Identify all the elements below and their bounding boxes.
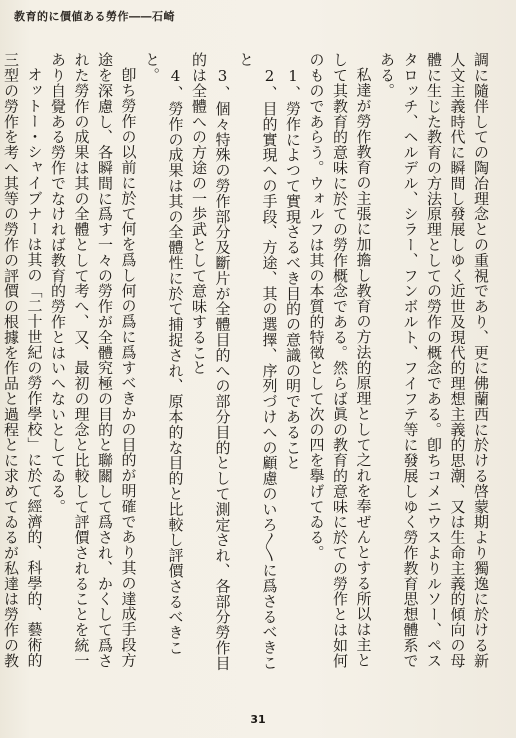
body-text	[2, 52, 492, 682]
paragraph: 私達が勞作教育の主張に加擔し教育の方法的原理として之れを奉ぜんとする所以は主として其教育的意味に於ての勞作概念である。然らば眞の教育的意味に於ての勞作とは如何のものであらう。ウォルフは其の本質的特徵として次の四を擧げてゐる。	[307, 52, 373, 668]
paragraph: 調に隨伴しての陶冶理念との重視であり、更に佛蘭西に於ける啓蒙期より獨逸に於ける新人文主義時代に瞬間し發展しゆく近世及現代的理想主義的思潮、又は生命主義的傾向の母體に生じた教育の方法原理としての勞作の概念である。卽ちコメニウスよりルソー、ペスタロッチ、ヘルデル、シラー、フンボルト、フイフテ等に發展しゆく勞作教育思想體系である。	[378, 52, 490, 668]
running-head: 教育的に價値ある勞作――石崎	[14, 10, 175, 23]
paragraph: オットー・シャイブナーは其の「二十世紀の勞作學校」に於て經濟的、科學的、藝術的三型の勞作を考へ其等の勞作の評價の根據を作品と過程とに求めてゐるが私達は勞作の教	[2, 52, 44, 668]
list-item: 2、目的實現への手段、方途、其の選擇、序列づけへの顧慮のいろ〳〵に爲さるべきこと	[237, 52, 279, 671]
list-item: 4、勞作の成果は其の全體性に於て捕捉され、原本的な目的と比較し評價さるべきこと。	[143, 52, 185, 656]
page-number: 31	[250, 713, 266, 726]
list-item: 3、個々特殊の勞作部分及斷片が全體目的への部分目的として測定され、各部分勞作目的は全體への方途の一歩武として意味すること	[190, 52, 232, 671]
list-item: 1、勞作によつて實現さるべき目的の意識の明であること	[284, 67, 302, 471]
paragraph: 卽ち勞作の以前に於て何を爲し何の爲に爲すべきかの目的が明確であり其の達成手段方途を深慮し、各瞬間に爲す一々の勞作が全體究極の目的と聯關して爲され、かくして爲された勞作の成果は其の全體として考へ、又、最初の理念と比較して評價されることを統一あり自覺ある勞作でなければ教育的勞作とはいへないとしてゐる。	[49, 52, 138, 668]
